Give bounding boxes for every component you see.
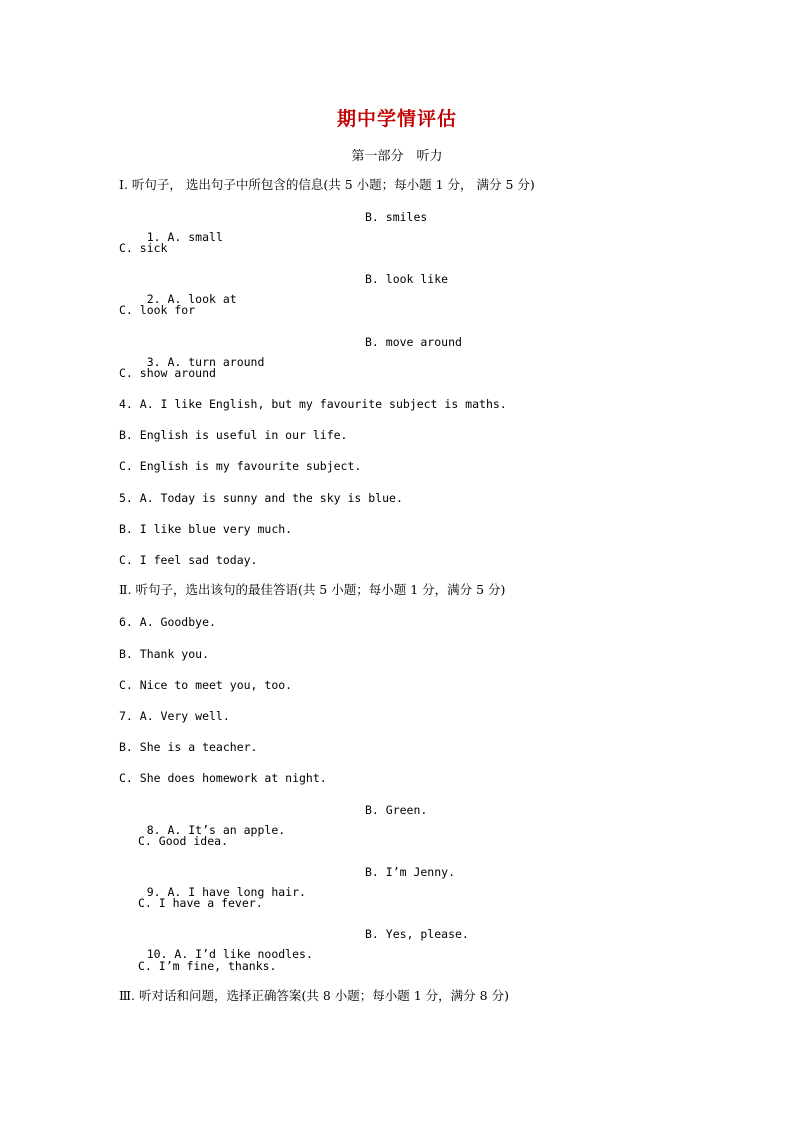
question-8-option-a: 8. A. It’s an apple. (146, 823, 286, 837)
question-9-option-c: C. I have a fever. (138, 896, 263, 910)
question-10-row (119, 924, 469, 961)
question-7-option-b: B. She is a teacher. (119, 740, 258, 754)
question-3-option-b: B. move around (365, 335, 462, 349)
page-title: 期中学情评估 (336, 108, 457, 130)
section-heading-1: Ⅰ. 听句子， 选出句子中所包含的信息(共 5 小题；每小题 1 分， 满分 5 分) (119, 177, 535, 192)
section-heading-3: Ⅲ. 听对话和问题，选择正确答案(共 8 小题；每小题 1 分，满分 8 分) (119, 988, 509, 1003)
question-1-row (119, 207, 428, 244)
question-8-row (119, 800, 428, 837)
question-6-option-b: B. Thank you. (119, 647, 210, 661)
question-10-option-a: 10. A. I’d like noodles. (146, 947, 313, 961)
question-4-option-c: C. English is my favourite subject. (119, 459, 362, 473)
question-4-option-a: 4. A. I like English, but my favourite subject is maths. (119, 397, 507, 411)
question-9-row (119, 862, 456, 899)
question-8-option-b: B. Green. (365, 803, 428, 817)
question-3-option-a: 3. A. turn around (146, 355, 265, 369)
question-2-option-c: C. look for (119, 303, 196, 317)
question-2-option-b: B. look like (365, 272, 449, 286)
question-3-row (119, 332, 462, 369)
question-9-option-b: B. I’m Jenny. (365, 865, 456, 879)
question-3-option-c: C. show around (119, 366, 216, 380)
question-9-option-a: 9. A. I have long hair. (146, 885, 306, 899)
question-4-option-b: B. English is useful in our life. (119, 428, 348, 442)
question-5-option-b: B. I like blue very much. (119, 522, 293, 536)
question-6-option-c: C. Nice to meet you, too. (119, 678, 293, 692)
question-6-option-a: 6. A. Goodbye. (119, 615, 216, 629)
question-10-option-b: B. Yes, please. (365, 927, 469, 941)
question-7-option-c: C. She does homework at night. (119, 771, 327, 785)
question-7-option-a: 7. A. Very well. (119, 709, 230, 723)
question-2-option-a: 2. A. look at (146, 292, 237, 306)
question-1-option-c: C. sick (119, 241, 168, 255)
question-5-option-c: C. I feel sad today. (119, 553, 258, 567)
question-10-option-c: C. I’m fine, thanks. (138, 959, 277, 973)
question-1-option-b: B. smiles (365, 210, 428, 224)
question-8-option-c: C. Good idea. (138, 834, 229, 848)
section-heading-2: Ⅱ. 听句子，选出该句的最佳答语(共 5 小题；每小题 1 分，满分 5 分) (119, 582, 506, 597)
question-5-option-a: 5. A. Today is sunny and the sky is blue. (119, 491, 403, 505)
question-1-option-a: 1. A. small (146, 230, 223, 244)
question-2-row (119, 269, 449, 306)
part-heading: 第一部分 听力 (351, 149, 443, 164)
